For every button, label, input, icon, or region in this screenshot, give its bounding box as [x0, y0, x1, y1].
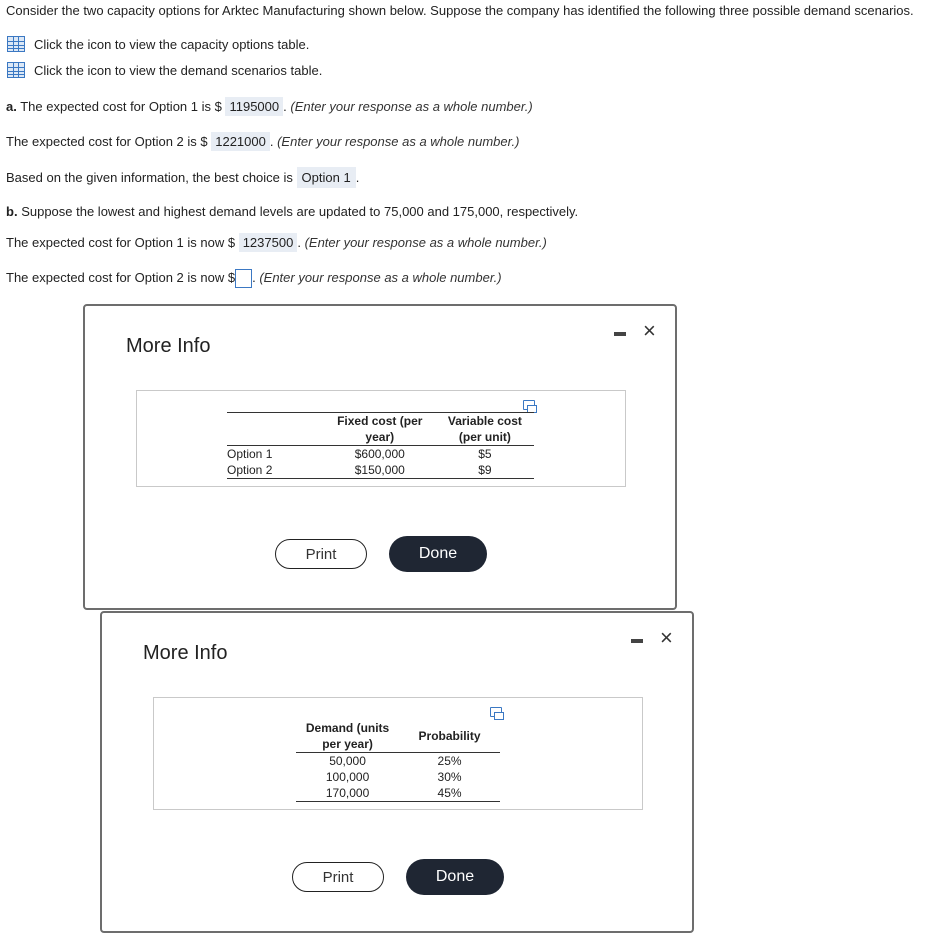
table-cell: 30% — [437, 770, 462, 784]
part-a-opt2-answer[interactable]: 1221000 — [211, 132, 270, 151]
table-cell: 100,000 — [325, 770, 370, 784]
minimize-icon[interactable] — [631, 639, 643, 643]
intro-text: Consider the two capacity options for Arktec Manufacturing shown below. Suppose the company has identified the following three possible demand scenarios. — [6, 3, 914, 18]
capacity-table-frame — [136, 390, 626, 487]
table-row — [296, 753, 500, 770]
part-a-best-choice: Based on the given information, the best choice is Option 1 . — [6, 169, 359, 187]
close-icon[interactable]: × — [660, 625, 673, 650]
table-row — [296, 785, 500, 802]
part-a-label: a. — [6, 99, 17, 114]
table-row — [227, 446, 534, 463]
capacity-link-text: Click the icon to view the capacity options table. — [34, 36, 310, 52]
print-button[interactable]: Print — [275, 539, 367, 569]
part-b-option2: The expected cost for Option 2 is now $ . (Enter your response as a whole number.) — [6, 269, 502, 288]
done-button[interactable]: Done — [406, 859, 504, 895]
table-cell: $9 — [478, 463, 492, 477]
table-cell: $5 — [478, 447, 492, 461]
part-b-option1: The expected cost for Option 1 is now $ 1237500 . (Enter your response as a whole number.) — [6, 235, 547, 250]
capacity-options-dialog — [83, 304, 677, 610]
table-row — [227, 462, 534, 479]
part-b-statement — [6, 203, 578, 221]
print-button[interactable]: Print — [292, 862, 384, 892]
demand-link-text: Click the icon to view the demand scenarios table. — [34, 62, 323, 78]
table-cell: 50,000 — [329, 754, 366, 768]
demand-table-frame — [153, 697, 643, 810]
table-cell: 45% — [437, 786, 462, 800]
capacity-table-link[interactable] — [7, 35, 309, 53]
part-a-opt2-prefix: The expected cost for Option 2 is $ — [6, 134, 208, 149]
table-cell: Option 1 — [227, 447, 273, 461]
table-header-row — [227, 413, 534, 446]
table-icon[interactable] — [7, 62, 25, 78]
part-b-opt1-prefix: The expected cost for Option 1 is now $ — [6, 235, 236, 250]
copy-icon[interactable] — [523, 400, 535, 410]
part-b-label: b. — [6, 204, 18, 219]
header-cell: Demand (units per year) — [305, 721, 390, 751]
header-cell — [227, 413, 324, 446]
demand-scenarios-dialog — [100, 611, 694, 933]
table-cell: 25% — [437, 754, 462, 768]
dialog-title: More Info — [126, 335, 211, 357]
copy-icon[interactable] — [490, 707, 502, 717]
table-cell: $600,000 — [354, 447, 405, 461]
part-b-opt1-hint: (Enter your response as a whole number.) — [304, 235, 547, 250]
table-cell: 170,000 — [325, 786, 370, 800]
part-b-opt2-hint: (Enter your response as a whole number.) — [259, 270, 502, 285]
header-cell: Probability — [418, 729, 481, 743]
header-cell: Fixed cost (per year) — [337, 414, 423, 444]
done-button[interactable]: Done — [389, 536, 487, 572]
part-a-opt1-prefix: The expected cost for Option 1 is $ — [20, 99, 222, 114]
table-icon[interactable] — [7, 36, 25, 52]
capacity-table — [227, 412, 534, 479]
part-a-best-prefix: Based on the given information, the best choice is — [6, 170, 293, 185]
best-choice-select[interactable]: Option 1 — [297, 167, 356, 188]
table-header-row — [296, 720, 500, 753]
part-b-opt2-input[interactable] — [235, 269, 252, 288]
dialog-title: More Info — [143, 642, 228, 664]
table-cell: $150,000 — [354, 463, 405, 477]
part-a-option1: a. The expected cost for Option 1 is $ 1195000 . (Enter your response as a whole number.) — [6, 99, 533, 114]
table-cell: Option 2 — [227, 463, 273, 477]
table-row — [296, 769, 500, 785]
part-b-text: Suppose the lowest and highest demand levels are updated to 75,000 and 175,000, respectively. — [21, 204, 579, 219]
part-a-option2: The expected cost for Option 2 is $ 1221000 . (Enter your response as a whole number.) — [6, 134, 520, 149]
minimize-icon[interactable] — [614, 332, 626, 336]
part-b-opt2-prefix: The expected cost for Option 2 is now $ — [6, 270, 236, 285]
part-a-opt1-hint: (Enter your response as a whole number.) — [290, 99, 533, 114]
part-a-opt1-answer[interactable]: 1195000 — [225, 97, 283, 116]
part-a-opt2-hint: (Enter your response as a whole number.) — [277, 134, 520, 149]
part-b-opt1-answer[interactable]: 1237500 — [239, 233, 298, 252]
close-icon[interactable]: × — [643, 318, 656, 343]
header-cell: Variable cost (per unit) — [447, 414, 522, 444]
demand-table-link[interactable] — [7, 61, 322, 79]
demand-table — [296, 720, 500, 802]
